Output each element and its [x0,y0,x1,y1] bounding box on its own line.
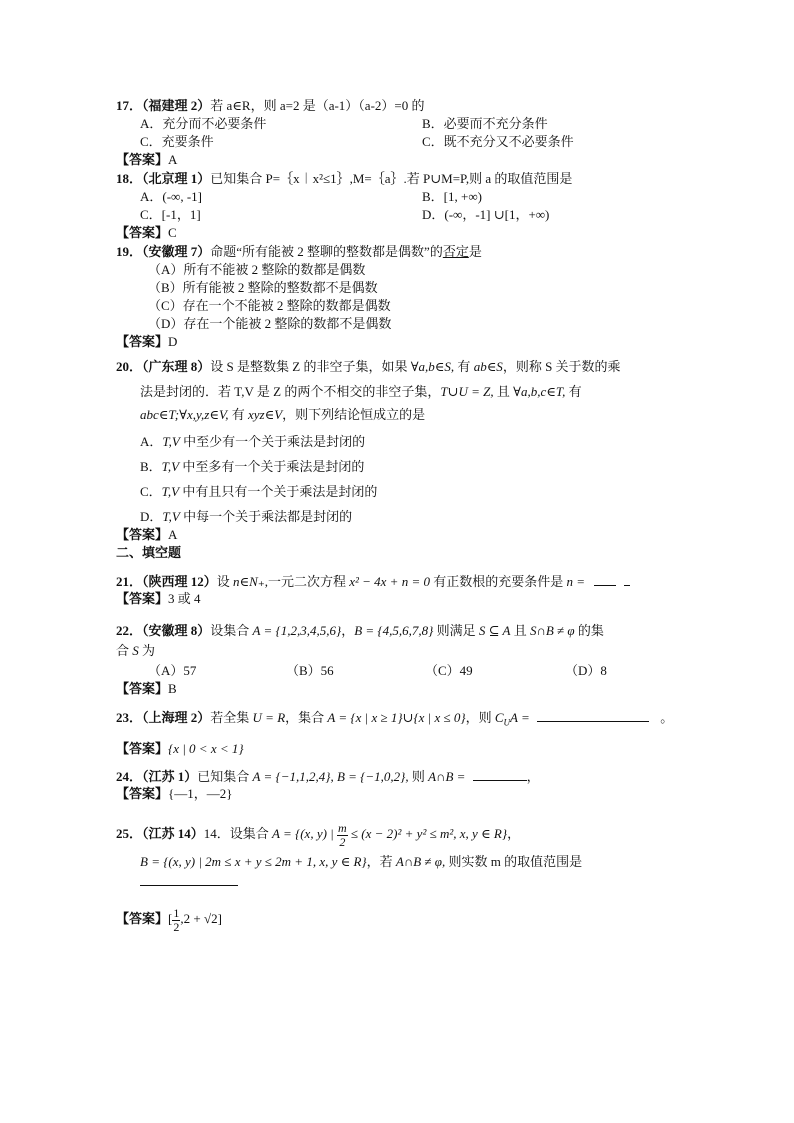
q19-option-c: （C）存在一个不能被 2 整除的数都是偶数 [148,298,391,313]
q23-answer-value: {x | 0 < x < 1} [168,741,244,756]
q25-math-3: A∩B ≠ φ, [395,854,446,869]
q20-answer [116,526,177,544]
q20-l3b: 有 [228,407,248,422]
q24-answer [116,785,233,803]
q21-answer-blank [594,572,616,586]
q22-text-a: 设集合 [210,623,253,638]
q25-text-a: 14．设集合 [203,826,273,841]
q24-text-b: 则 [408,769,429,784]
q22-option-b: （B）56 [286,663,334,678]
q19-text-pre: 命题“所有能被 2 整聊的整数都是偶数”的 [210,244,443,259]
q20-option-b [140,458,364,476]
q25-fraction [337,822,348,849]
q22-stem [116,622,604,640]
q22-option-a: （A）57 [148,663,197,678]
q20-option-c-letter: C． [140,484,162,499]
q19-source: （安徽理 7） [142,244,211,259]
q21-math-3: n = [566,574,586,589]
section-heading: 二、填空题 [116,545,182,560]
q23-math-1: U = R [252,710,286,725]
q20-option-a-letter: A． [140,434,163,449]
q23-math-3b: A = [510,710,530,725]
q19-option-b: （B）所有能被 2 整除的整数都不是偶数 [148,280,378,295]
q22-text-c: 则满足 [433,623,479,638]
q24-end-mark: ， [526,769,540,784]
q25-text-b: ，若 [366,854,396,869]
q18-answer [116,224,177,242]
q20-option-a-text: 中至少有一个关于乘法是封闭的 [179,434,366,449]
q21-answer-label: 【答案】 [116,591,169,606]
q18-number: 18． [116,171,143,186]
q17-answer-label: 【答案】 [116,152,169,167]
q17-option-b: B．必要而不充分条件 [422,116,548,131]
q25-fraction-numerator: m [338,820,347,835]
q20-line-3 [140,406,425,424]
q20-option-c-text: 中有且只有一个关于乘法是封闭的 [179,484,378,499]
q23-answer [116,740,244,758]
q22-text-e: 的集 [574,623,604,638]
q20-l1c: ，则称 S 关于数的乘 [502,359,621,374]
q25-answer [116,905,222,934]
q20-option-a [140,433,365,451]
q19-number: 19． [116,244,143,259]
q20-source: （广东理 8） [142,359,211,374]
q17-number: 17． [116,98,143,113]
q22-option-c: （C）49 [425,663,473,678]
q20-option-c [140,483,377,501]
q22-text-b: ， [341,623,355,638]
q21-answer-value: 3 或 4 [168,591,201,606]
q22-line-2 [116,642,155,660]
q22-math-3: S ⊆ A [478,623,511,638]
q18-option-c: C．[-1，1] [140,207,201,222]
q23-answer-blank [537,708,649,722]
q23-text-b: ，集合 [285,710,328,725]
q23-math-3: C [494,710,504,725]
q18-text: 已知集合 P=｛x︱x²≤1｝,M=｛a｝.若 P∪M=P,则 a 的取值范围是 [210,171,573,186]
q20-l1a: 设 S 是整数集 Z 的非空子集，如果 [210,359,411,374]
q25-answer-fraction-denominator: 2 [173,919,180,934]
q19-answer-label: 【答案】 [116,334,169,349]
q17-answer-value: A [168,152,178,167]
q20-option-b-text: 中至多有一个关于乘法是封闭的 [179,459,365,474]
q20-answer-value: A [168,527,178,542]
q17-text: 若 a∈R，则 a=2 是（a-1）（a-2）=0 的 [210,98,425,113]
q20-l1-math-1: ∀a,b∈S, [410,359,455,374]
q25-answer-rest: ,2 + √2] [180,911,222,926]
q20-line-2 [140,383,582,401]
q20-option-d-text: 中每一个关于乘法都是封闭的 [179,509,353,524]
q25-math-1-end: ， [507,826,521,841]
q20-option-b-math: T,V [161,459,180,474]
q20-option-d-math: T,V [162,509,180,524]
q23-math-3-subscript: U [503,717,511,728]
q22-math-1: A = {1,2,3,4,5,6} [252,623,342,638]
q21-number: 21． [116,574,143,589]
q22-l2-text-a: 合 [116,643,133,658]
q20-l2a: 法是封闭的．若 T,V 是 Z 的两个不相交的非空子集， [140,384,441,399]
q17-stem [116,97,424,115]
q25-math-1a: A = {(x, y) | [272,826,334,841]
q24-math-1: A = {−1,1,2,4}, B = {−1,0,2}, [252,769,409,784]
q25-source: （江苏 14） [142,826,204,841]
q25-fraction-denominator: 2 [339,834,346,849]
q17-option-a: A．充分而不必要条件 [140,116,267,131]
q20-l2c: 有 [565,384,582,399]
q24-number: 24． [116,769,143,784]
q17-answer [116,151,177,169]
q25-answer-label: 【答案】 [116,911,169,926]
q21-stem [116,572,630,591]
q24-answer-blank [473,767,527,781]
q21-text-b: ,一元二次方程 [264,574,350,589]
q22-text-d: 且 [510,623,530,638]
q17-source: （福建理 2） [142,98,211,113]
q21-answer-blank-tail [624,572,630,586]
q22-l2-text-b: 为 [138,643,156,658]
q23-number: 23． [116,710,143,725]
q21-answer [116,590,201,608]
q18-source: （北京理 1） [142,171,211,186]
q25-answer-blank [140,885,238,886]
q21-text-a: 设 [216,574,234,589]
q21-math-1: n∈N₊ [233,574,265,589]
q20-l1b: 有 [454,359,474,374]
q22-source: （安徽理 8） [142,623,211,638]
q24-answer-value: {—1，—2} [168,786,233,801]
q19-answer-value: D [168,334,178,349]
q20-answer-label: 【答案】 [116,527,169,542]
q19-option-a: （A）所有不能被 2 整除的数都是偶数 [148,262,366,277]
q20-l2b: 且 [493,384,514,399]
q22-option-d: （D）8 [565,663,607,678]
q21-text-c: 有正数根的充要条件是 [429,574,567,589]
q22-answer-label: 【答案】 [116,681,169,696]
q20-l3-math-2: xyz∈V [248,407,283,422]
q22-answer [116,680,177,698]
q23-text-a: 若全集 [210,710,253,725]
q20-option-b-letter: B． [140,459,162,474]
q19-stem [116,243,482,261]
q20-l3c: ，则下列结论恒成立的是 [282,407,426,422]
q24-answer-label: 【答案】 [116,786,169,801]
q20-option-a-math: T,V [162,434,180,449]
q18-option-a: A．(-∞, -1] [140,189,202,204]
q18-answer-label: 【答案】 [116,225,169,240]
q24-math-2: A∩B = [428,769,466,784]
q20-l2-math-1: T∪U = Z, [440,384,494,399]
q20-l2-math-2: ∀a,b,c∈T, [513,384,566,399]
q20-option-c-math: T,V [161,484,180,499]
q22-math-2: B = {4,5,6,7,8} [354,623,434,638]
q25-math-2: B = {(x, y) | 2m ≤ x + y ≤ 2m + 1, x, y ∈ R} [140,854,367,869]
q21-math-2: x² − 4x + n = 0 [349,574,430,589]
q23-answer-label: 【答案】 [116,741,169,756]
q19-text-underlined: 否定 [442,244,469,259]
q17-option-d: C．既不充分又不必要条件 [422,134,574,149]
q24-stem [116,767,540,786]
q22-number: 22． [116,623,143,638]
q20-option-d-letter: D． [140,509,163,524]
q18-stem [116,170,572,188]
q22-l2-math: S [132,643,139,658]
q25-answer-bracket: [ [168,911,173,926]
q20-number: 20． [116,359,143,374]
q20-l1-math-2: ab∈S [473,359,503,374]
q24-source: （江苏 1） [142,769,198,784]
q20-l3-math-1: abc∈T;∀x,y,z∈V, [140,407,229,422]
q22-math-4: S∩B ≠ φ [529,623,575,638]
q18-option-d: D．(-∞，-1] ∪[1，+∞) [422,207,550,222]
q20-line-1 [116,358,621,376]
q23-text-c: ，则 [465,710,495,725]
q25-line-2 [140,853,582,871]
q22-answer-value: B [168,681,177,696]
q21-source: （陕西理 12） [142,574,217,589]
q18-answer-value: C [168,225,177,240]
q25-math-1b: ≤ (x − 2)² + y² ≤ m², x, y ∈ R} [350,826,508,841]
q18-option-b: B．[1, +∞) [422,189,482,204]
q23-source: （上海理 2） [142,710,211,725]
q19-option-d: （D）存在一个能被 2 整除的数都不是偶数 [148,316,392,331]
q25-text-c: 则实数 m 的取值范围是 [445,854,583,869]
q23-math-2: A = {x | x ≥ 1}∪{x | x ≤ 0} [327,710,466,725]
q23-stem [116,708,673,732]
q25-stem [116,820,520,849]
q25-answer-fraction-numerator: 1 [173,905,180,920]
q19-answer [116,333,177,351]
q25-number: 25． [116,826,143,841]
q19-text-post: 是 [468,244,482,259]
q24-text-a: 已知集合 [197,769,253,784]
q17-option-c: C．充要条件 [140,134,214,149]
q20-option-d [140,508,352,526]
q23-end-mark: 。 [660,710,674,725]
